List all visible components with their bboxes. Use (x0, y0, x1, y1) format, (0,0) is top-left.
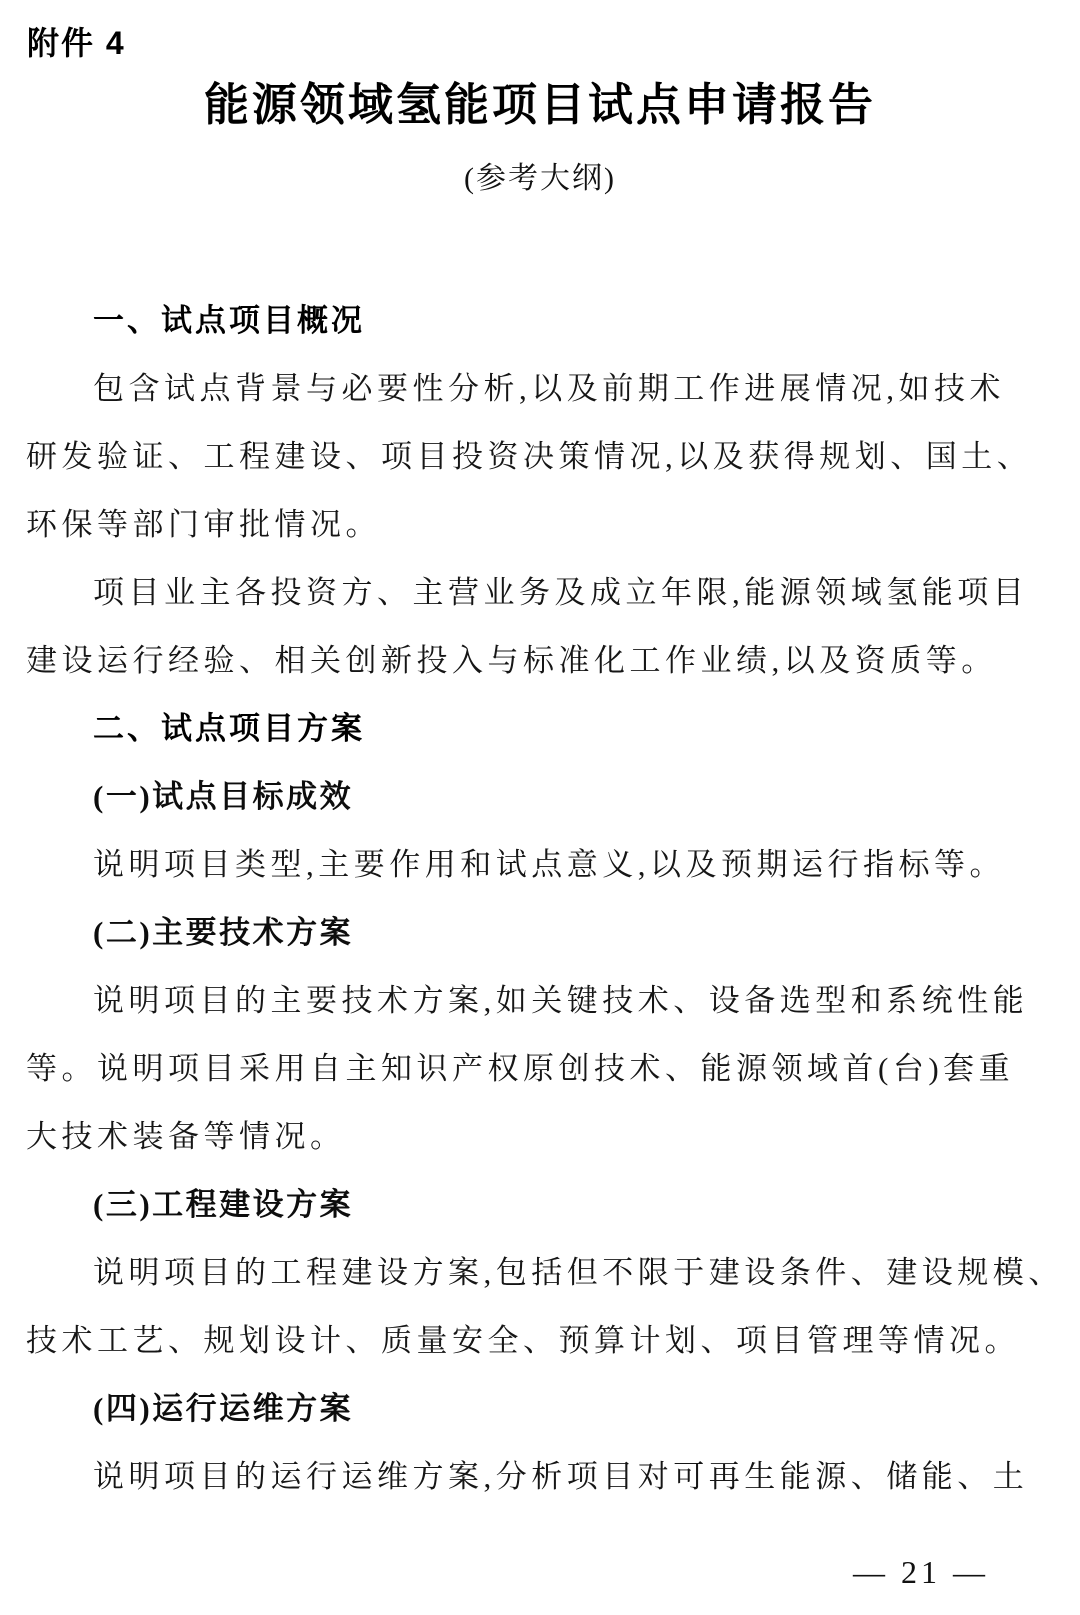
subsection-heading: (一)试点目标成效 (93, 779, 354, 814)
body-line: 等。说明项目采用自主知识产权原创技术、能源领域首(台)套重 (26, 1051, 1015, 1086)
body-line: 说明项目的工程建设方案,包括但不限于建设条件、建设规模、 (93, 1255, 1064, 1290)
body-line: 环保等部门审批情况。 (26, 507, 381, 542)
body-line: 大技术装备等情况。 (26, 1119, 346, 1154)
body-line: 说明项目类型,主要作用和试点意义,以及预期运行指标等。 (93, 847, 1005, 882)
section-heading: 一、试点项目概况 (93, 303, 365, 338)
subsection-heading: (四)运行运维方案 (93, 1391, 354, 1426)
document-title: 能源领域氢能项目试点申请报告 (203, 80, 876, 130)
body-line: 说明项目的运行运维方案,分析项目对可再生能源、储能、土 (93, 1459, 1029, 1494)
body-line: 项目业主各投资方、主营业务及成立年限,能源领域氢能项目 (93, 575, 1029, 610)
subsection-heading: (二)主要技术方案 (93, 915, 354, 950)
document-body (0, 287, 1080, 1511)
document-subtitle: (参考大纲) (464, 162, 616, 195)
body-line: 建设运行经验、相关创新投入与标准化工作业绩,以及资质等。 (26, 643, 997, 678)
page-number: — 21 — (853, 1554, 989, 1590)
body-line: 研发验证、工程建设、项目投资决策情况,以及获得规划、国土、 (26, 439, 1033, 474)
body-line: 技术工艺、规划设计、质量安全、预算计划、项目管理等情况。 (26, 1323, 1020, 1358)
body-line: 包含试点背景与必要性分析,以及前期工作进展情况,如技术 (93, 371, 1005, 406)
attachment-label: 附件 4 (27, 25, 126, 61)
body-line: 说明项目的主要技术方案,如关键技术、设备选型和系统性能 (93, 983, 1029, 1018)
section-heading: 二、试点项目方案 (93, 711, 365, 746)
subsection-heading: (三)工程建设方案 (93, 1187, 354, 1222)
